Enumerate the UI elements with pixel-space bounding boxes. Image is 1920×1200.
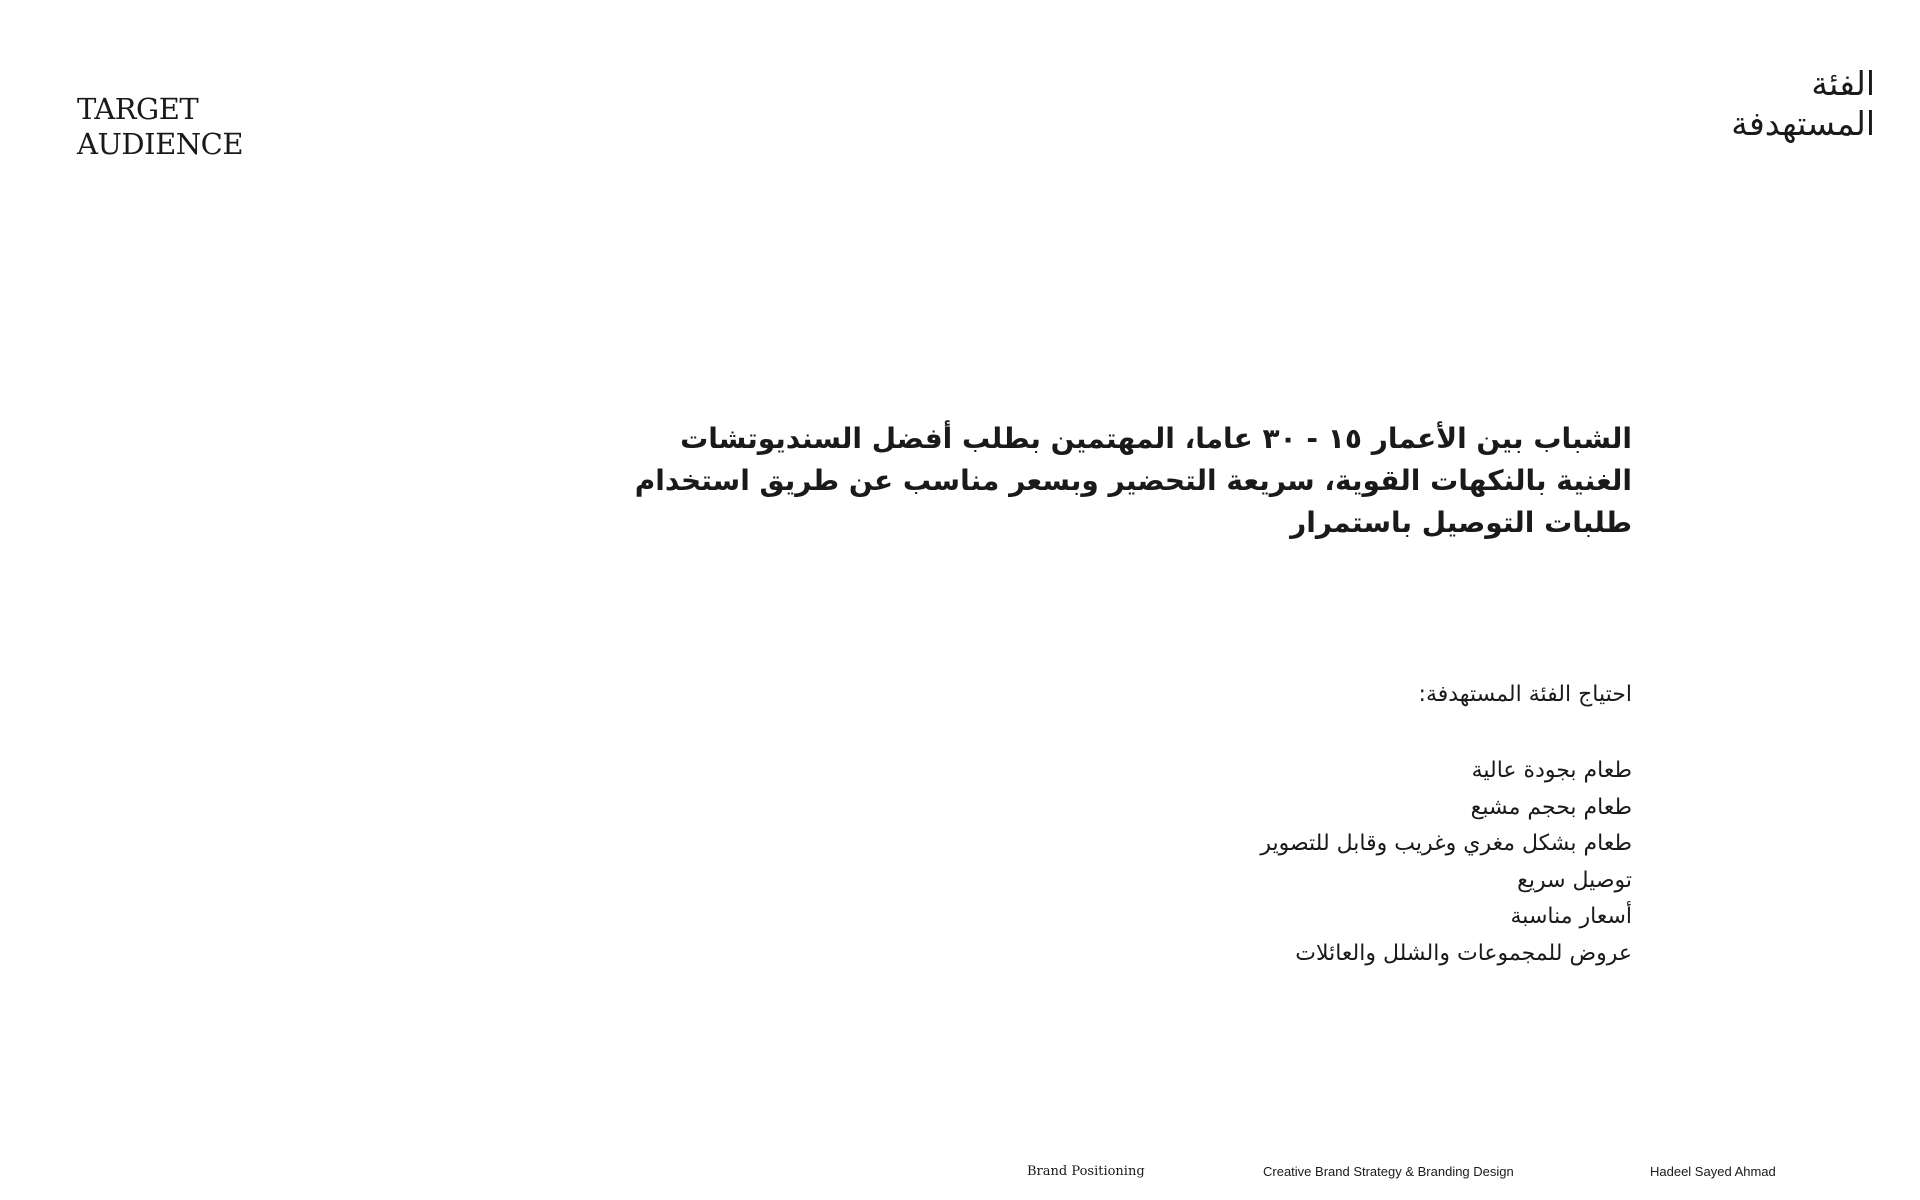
needs-list [1260, 753, 1632, 972]
list-item: طعام بجودة عالية [1471, 758, 1632, 783]
footer-project-label: Creative Brand Strategy & Branding Design [1263, 1164, 1514, 1179]
page-title-arabic [1731, 64, 1875, 144]
list-item: أسعار مناسبة [1510, 904, 1632, 929]
title-ar-line-2: المستهدفة [1731, 104, 1875, 143]
footer-section-label: Brand Positioning [1027, 1164, 1145, 1179]
page-title-english [77, 92, 243, 162]
list-item: توصيل سريع [1517, 867, 1632, 893]
title-ar-line-1: الفئة [1811, 64, 1875, 103]
title-en-line-2: AUDIENCE [77, 127, 243, 161]
list-item: طعام بحجم مشبع [1470, 794, 1632, 820]
needs-heading: احتياج الفئة المستهدفة: [1418, 682, 1632, 707]
list-item: طعام بشكل مغري وغريب وقابل للتصوير [1260, 831, 1632, 856]
title-en-line-1: TARGET [77, 92, 199, 126]
audience-description: الشباب بين الأعمار ١٥ - ٣٠ عاما، المهتمين بطلب أفضل السنديوتشات الغنية بالنكهات القوية، سريعة التحضير وبسعر مناسب عن طريق استخدام طلبات التوصيل باستمرار [634, 422, 1632, 539]
footer-author-label: Hadeel Sayed Ahmad [1650, 1164, 1776, 1179]
list-item: عروض للمجموعات والشلل والعائلات [1295, 940, 1632, 966]
